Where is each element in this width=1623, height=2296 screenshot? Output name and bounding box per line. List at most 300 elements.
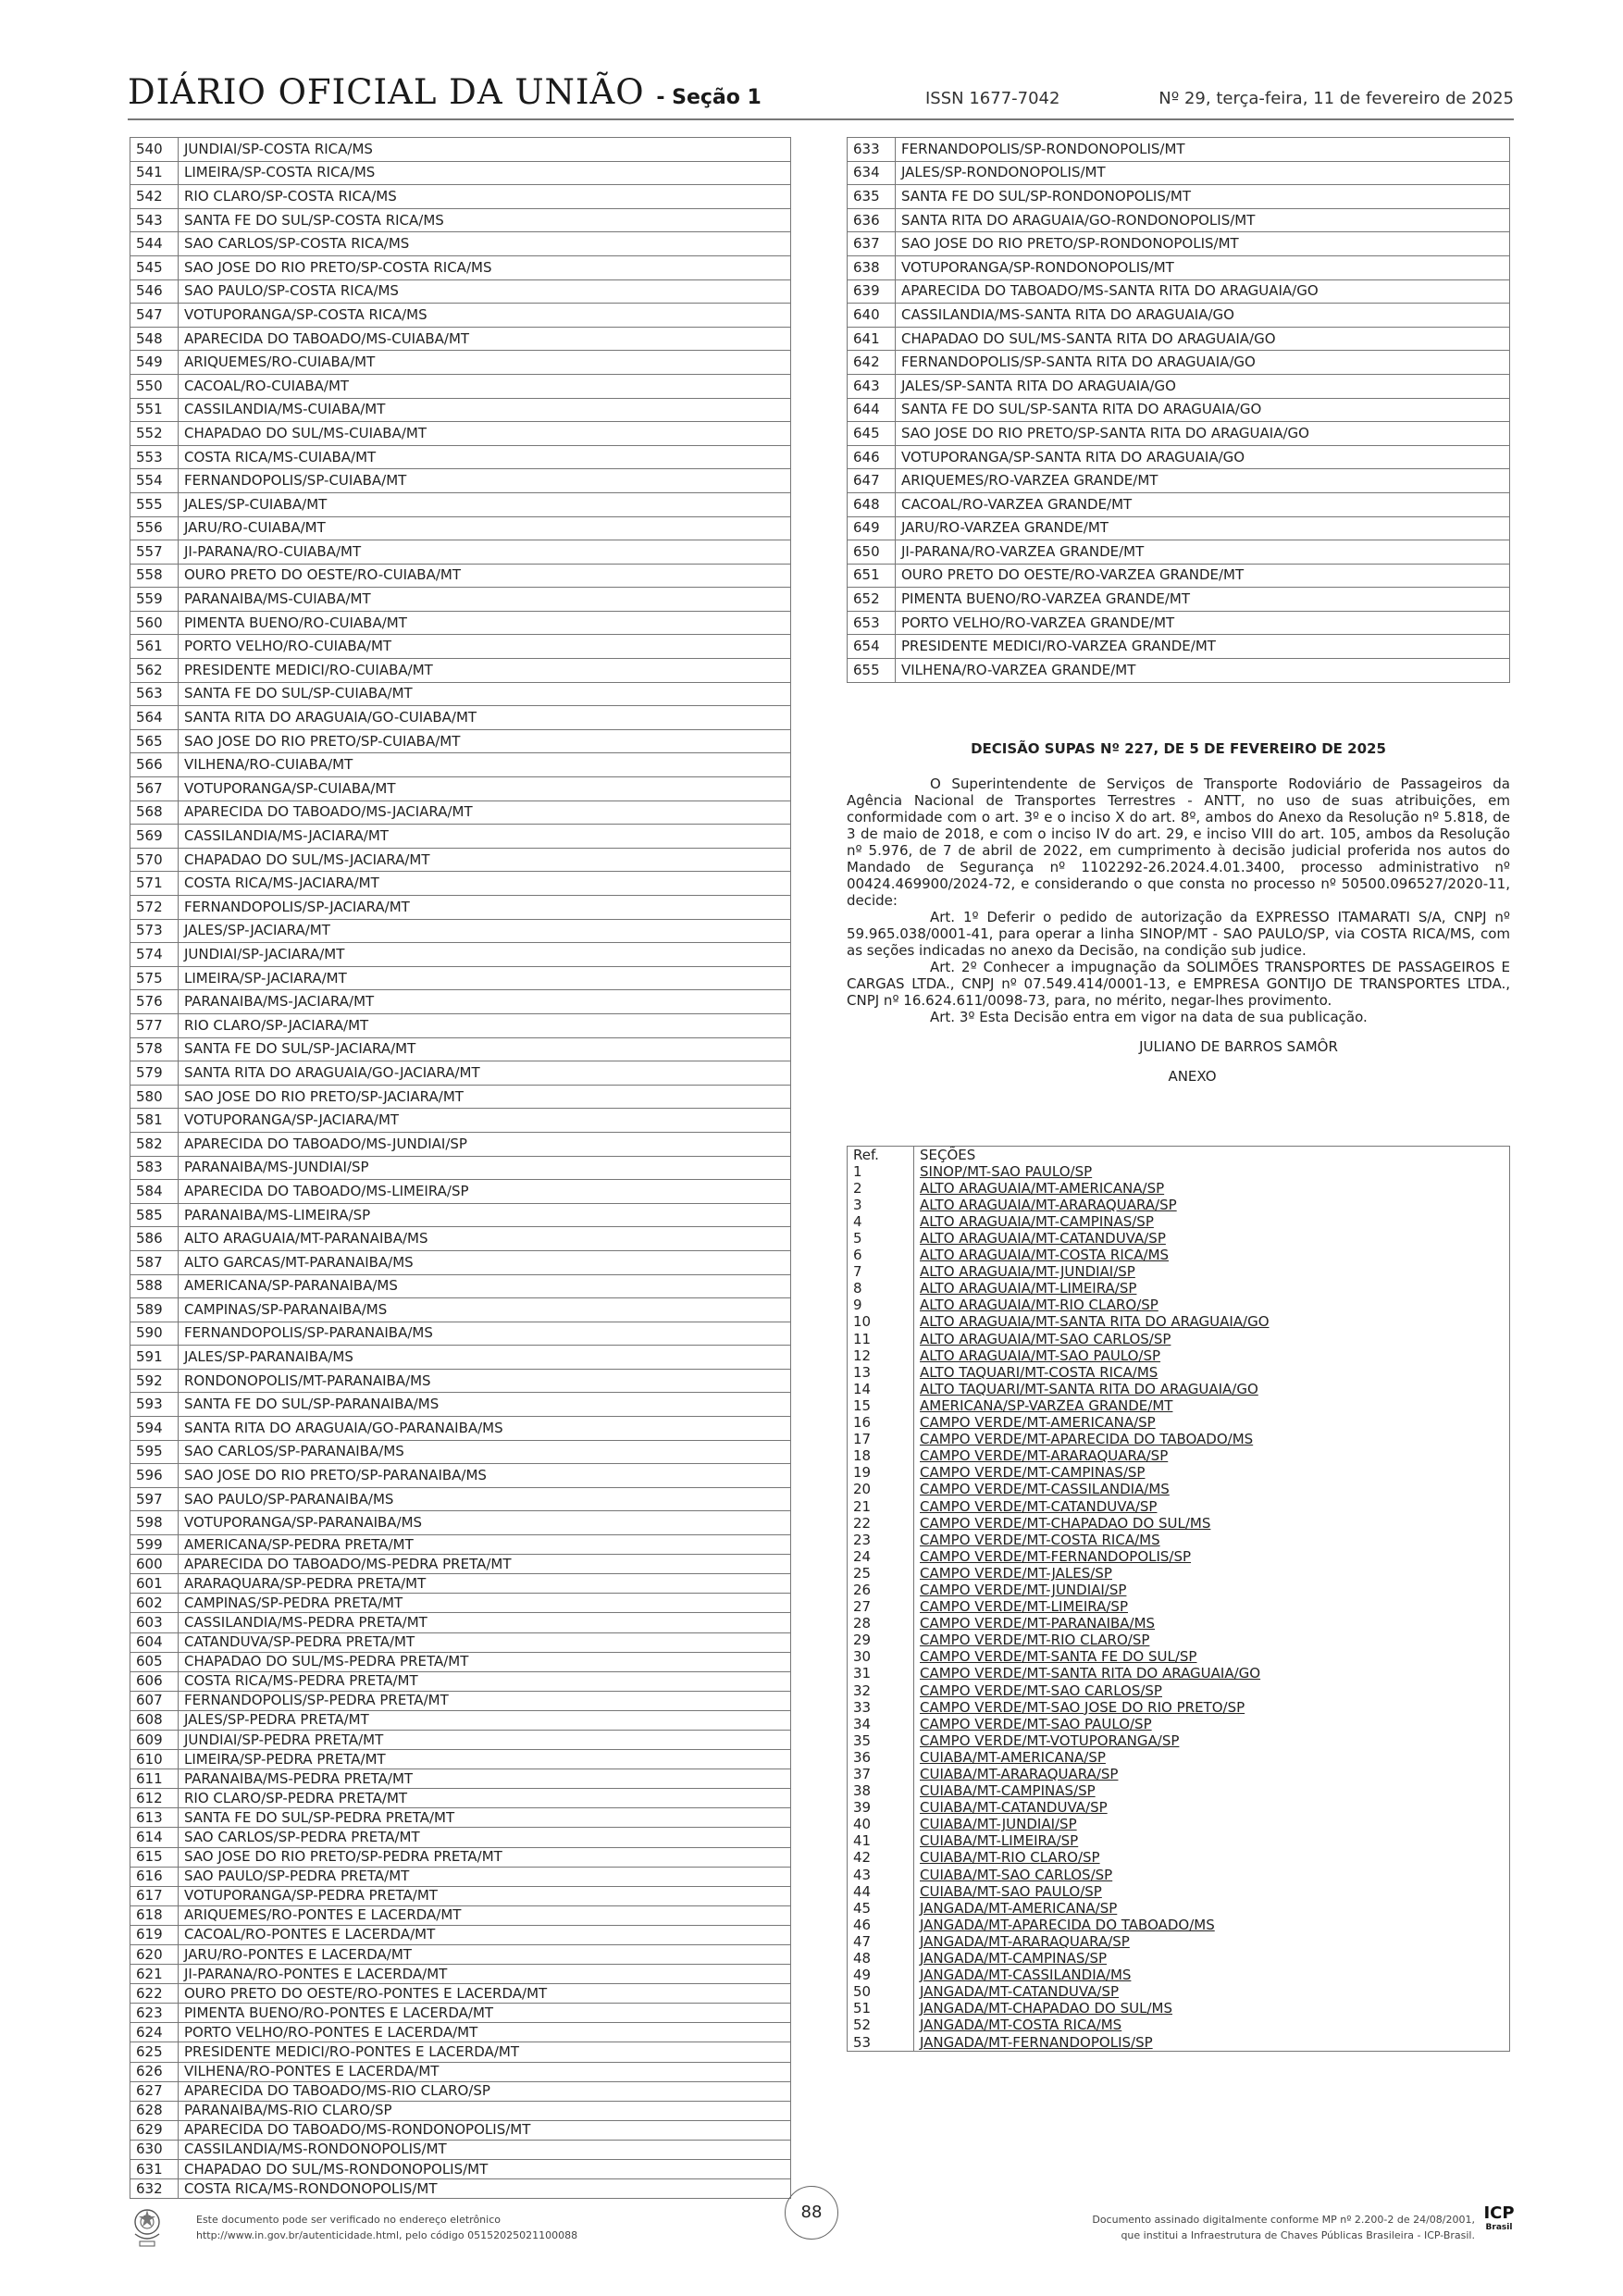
table-cell-number: 645	[848, 422, 896, 446]
table-cell-route: LIMEIRA/SP-PEDRA PRETA/MT	[179, 1750, 791, 1769]
table-cell-route: CHAPADAO DO SUL/MS-CUIABA/MT	[179, 422, 791, 446]
table-cell-number: 637	[848, 232, 896, 256]
table-cell-number: 543	[130, 208, 179, 232]
table-row	[130, 1346, 791, 1370]
table-row	[130, 516, 791, 540]
table-cell-route: FERNANDOPOLIS/SP-CUIABA/MT	[179, 469, 791, 493]
annex-table	[847, 1146, 1510, 2052]
table-cell-number: 655	[848, 659, 896, 683]
table-row	[848, 1599, 1510, 1616]
table-cell-route: AMERICANA/SP-VARZEA GRANDE/MT	[914, 1397, 1510, 1414]
table-row	[848, 1732, 1510, 1749]
table-cell-number: 11	[848, 1331, 914, 1347]
table-cell-number: 547	[130, 304, 179, 328]
table-row	[848, 492, 1510, 516]
table-cell-number: 579	[130, 1061, 179, 1086]
verification-line-2: http://www.in.gov.br/autenticidade.html, pelo código 05152025021100088	[196, 2229, 578, 2241]
table-cell-route: CAMPINAS/SP-PEDRA PRETA/MT	[179, 1594, 791, 1613]
table-cell-route: CHAPADAO DO SUL/MS-PEDRA PRETA/MT	[179, 1652, 791, 1671]
table-row	[130, 1203, 791, 1227]
table-row	[130, 398, 791, 422]
table-cell-route: CASSILANDIA/MS-PEDRA PRETA/MT	[179, 1613, 791, 1632]
table-cell-number: 644	[848, 398, 896, 422]
table-cell-route: SAO JOSE DO RIO PRETO/SP-SANTA RITA DO ARAGUAIA/GO	[896, 422, 1510, 446]
table-cell-route: JALES/SP-CUIABA/MT	[179, 492, 791, 516]
table-row	[130, 753, 791, 777]
decision-article-1: Art. 1º Deferir o pedido de autorização da EXPRESSO ITAMARATI S/A, CNPJ nº 59.965.038/0001-41, para operar a linha SINOP/MT - SAO PAULO/SP, via COSTA RICA/MS, com as seções indicadas no anexo da Decisão, na condição sub judice.	[847, 909, 1510, 959]
table-row	[848, 1532, 1510, 1548]
table-cell-number: 623	[130, 2004, 179, 2023]
table-row	[848, 1766, 1510, 1782]
table-cell-number: 572	[130, 896, 179, 920]
table-cell-route: ALTO ARAGUAIA/MT-SAO PAULO/SP	[914, 1347, 1510, 1364]
table-cell-number: 563	[130, 682, 179, 706]
table-cell-route: SANTA FE DO SUL/SP-RONDONOPOLIS/MT	[896, 185, 1510, 209]
table-row	[130, 2120, 791, 2140]
table-row	[130, 1535, 791, 1555]
table-row	[848, 1850, 1510, 1867]
table-row	[130, 1555, 791, 1574]
table-cell-number: 45	[848, 1900, 914, 1917]
table-cell-number: 556	[130, 516, 179, 540]
table-row	[130, 682, 791, 706]
table-row	[130, 540, 791, 565]
table-cell-number: 13	[848, 1364, 914, 1381]
table-row	[130, 374, 791, 398]
table-cell-number: 584	[130, 1180, 179, 1204]
table-row	[130, 1369, 791, 1393]
table-cell-route: JANGADA/MT-CATANDUVA/SP	[914, 1984, 1510, 2001]
table-cell-route: ALTO ARAGUAIA/MT-PARANAIBA/MS	[179, 1227, 791, 1251]
table-row	[848, 1817, 1510, 1833]
decision-article-2: Art. 2º Conhecer a impugnação da SOLIMÕES TRANSPORTES DE PASSAGEIROS E CARGAS LTDA., CNPJ nº 07.549.414/0001-13, e EMPRESA GONTIJO DE TRANSPORTES LTDA., CNPJ nº 16.624.611/0098-73, para, no mérito, negar-lhes provimento.	[847, 959, 1510, 1009]
table-row	[848, 635, 1510, 659]
table-cell-route: CACOAL/RO-VARZEA GRANDE/MT	[896, 492, 1510, 516]
table-cell-number: 628	[130, 2101, 179, 2120]
table-cell-number: 545	[130, 255, 179, 279]
table-cell-number: 23	[848, 1532, 914, 1548]
table-cell-route: JARU/RO-VARZEA GRANDE/MT	[896, 516, 1510, 540]
table-cell-number: 2	[848, 1180, 914, 1197]
table-cell-route: JUNDIAI/SP-PEDRA PRETA/MT	[179, 1730, 791, 1749]
table-cell-number: 627	[130, 2081, 179, 2101]
table-cell-route: VOTUPORANGA/SP-COSTA RICA/MS	[179, 304, 791, 328]
table-cell-route: AMERICANA/SP-PEDRA PRETA/MT	[179, 1535, 791, 1555]
table-cell-number: 590	[130, 1322, 179, 1346]
table-row	[848, 1247, 1510, 1264]
table-cell-number: 604	[130, 1632, 179, 1652]
table-cell-route: JI-PARANA/RO-PONTES E LACERDA/MT	[179, 1965, 791, 1984]
table-cell-route: SANTA FE DO SUL/SP-CUIABA/MT	[179, 682, 791, 706]
table-row	[848, 1364, 1510, 1381]
table-cell-route: RIO CLARO/SP-PEDRA PRETA/MT	[179, 1789, 791, 1808]
table-cell-route: CAMPO VERDE/MT-PARANAIBA/MS	[914, 1616, 1510, 1632]
table-row	[848, 1432, 1510, 1448]
table-cell-route: ARARAQUARA/SP-PEDRA PRETA/MT	[179, 1574, 791, 1594]
table-cell-route: SANTA FE DO SUL/SP-JACIARA/MT	[179, 1037, 791, 1061]
table-cell-number: 593	[130, 1393, 179, 1417]
table-row	[130, 1274, 791, 1298]
table-cell-route: CASSILANDIA/MS-SANTA RITA DO ARAGUAIA/GO	[896, 304, 1510, 328]
table-cell-route: JANGADA/MT-FERNANDOPOLIS/SP	[914, 2034, 1510, 2052]
table-cell-route: CAMPO VERDE/MT-SANTA RITA DO ARAGUAIA/GO	[914, 1666, 1510, 1682]
table-cell-route: PIMENTA BUENO/RO-VARZEA GRANDE/MT	[896, 588, 1510, 612]
table-cell-number: 53	[848, 2034, 914, 2052]
table-row	[130, 445, 791, 469]
table-row	[848, 588, 1510, 612]
table-cell-route: CUIABA/MT-CATANDUVA/SP	[914, 1800, 1510, 1817]
routes-table-left	[130, 137, 791, 2199]
table-row	[130, 1905, 791, 1925]
table-cell-number: 653	[848, 611, 896, 635]
table-cell-route: RIO CLARO/SP-COSTA RICA/MS	[179, 185, 791, 209]
table-cell-route: CUIABA/MT-CAMPINAS/SP	[914, 1783, 1510, 1800]
table-row	[848, 1917, 1510, 1933]
header-title	[128, 72, 762, 112]
verification-note	[196, 2212, 577, 2243]
table-row	[848, 255, 1510, 279]
table-cell-route: SAO JOSE DO RIO PRETO/SP-PARANAIBA/MS	[179, 1464, 791, 1488]
table-cell-number: 559	[130, 588, 179, 612]
table-row	[130, 1710, 791, 1730]
table-row	[848, 1833, 1510, 1850]
table-cell-route: VOTUPORANGA/SP-RONDONOPOLIS/MT	[896, 255, 1510, 279]
table-cell-route: SAO JOSE DO RIO PRETO/SP-PEDRA PRETA/MT	[179, 1847, 791, 1867]
table-cell-route: PRESIDENTE MEDICI/RO-VARZEA GRANDE/MT	[896, 635, 1510, 659]
table-cell-route: CAMPO VERDE/MT-APARECIDA DO TABOADO/MS	[914, 1432, 1510, 1448]
table-row	[130, 2101, 791, 2120]
table-cell-route: PARANAIBA/MS-JACIARA/MT	[179, 990, 791, 1014]
table-cell-number: 575	[130, 966, 179, 990]
table-cell-number: 34	[848, 1716, 914, 1732]
signature: JULIANO DE BARROS SAMÔR	[1139, 1038, 1338, 1055]
table-cell-number: 14	[848, 1381, 914, 1397]
table-row	[848, 185, 1510, 209]
table-cell-number: 12	[848, 1347, 914, 1364]
table-cell-route: ALTO GARCAS/MT-PARANAIBA/MS	[179, 1250, 791, 1274]
table-cell-number: 617	[130, 1886, 179, 1905]
table-cell-number: 588	[130, 1274, 179, 1298]
table-row	[848, 2017, 1510, 2034]
table-row	[130, 1847, 791, 1867]
table-row	[130, 611, 791, 635]
table-cell-number: 650	[848, 540, 896, 565]
table-row	[848, 1632, 1510, 1649]
table-cell-route: CAMPO VERDE/MT-VOTUPORANGA/SP	[914, 1732, 1510, 1749]
table-row	[848, 1297, 1510, 1314]
table-row	[130, 919, 791, 943]
table-cell-number: 633	[848, 138, 896, 162]
table-cell-route: APARECIDA DO TABOADO/MS-SANTA RITA DO ARAGUAIA/GO	[896, 279, 1510, 304]
table-row	[130, 777, 791, 801]
table-row	[130, 564, 791, 588]
table-cell-route: APARECIDA DO TABOADO/MS-CUIABA/MT	[179, 327, 791, 351]
table-row	[848, 1716, 1510, 1732]
table-cell-route: FERNANDOPOLIS/SP-PEDRA PRETA/MT	[179, 1691, 791, 1710]
table-cell-route: PRESIDENTE MEDICI/RO-PONTES E LACERDA/MT	[179, 2042, 791, 2062]
table-row	[848, 2001, 1510, 2017]
table-cell-route: CUIABA/MT-RIO CLARO/SP	[914, 1850, 1510, 1867]
table-row	[848, 1163, 1510, 1180]
table-row	[848, 304, 1510, 328]
table-row	[130, 1867, 791, 1886]
table-row	[848, 1783, 1510, 1800]
table-cell-route: VOTUPORANGA/SP-SANTA RITA DO ARAGUAIA/GO	[896, 445, 1510, 469]
table-cell-route: OURO PRETO DO OESTE/RO-PONTES E LACERDA/MT	[179, 1984, 791, 2004]
table-cell-route: CUIABA/MT-JUNDIAI/SP	[914, 1817, 1510, 1833]
table-row	[848, 161, 1510, 185]
table-cell-route: JALES/SP-PEDRA PRETA/MT	[179, 1710, 791, 1730]
section-label: - Seção 1	[656, 86, 762, 109]
table-cell-route: CAMPO VERDE/MT-FERNANDOPOLIS/SP	[914, 1548, 1510, 1565]
table-row	[848, 1616, 1510, 1632]
table-cell-number: 551	[130, 398, 179, 422]
table-cell-route: APARECIDA DO TABOADO/MS-PEDRA PRETA/MT	[179, 1555, 791, 1574]
table-cell-route: ALTO TAQUARI/MT-SANTA RITA DO ARAGUAIA/GO	[914, 1381, 1510, 1397]
table-cell-route: JALES/SP-RONDONOPOLIS/MT	[896, 161, 1510, 185]
table-row	[130, 659, 791, 683]
table-cell-route: SAO JOSE DO RIO PRETO/SP-RONDONOPOLIS/MT	[896, 232, 1510, 256]
table-row	[848, 611, 1510, 635]
table-row	[848, 1951, 1510, 1967]
table-row	[130, 469, 791, 493]
table-cell-number: 18	[848, 1448, 914, 1465]
table-row	[848, 1264, 1510, 1281]
table-row	[130, 2023, 791, 2042]
table-row	[130, 1945, 791, 1965]
table-cell-number: 42	[848, 1850, 914, 1867]
table-cell-number: 610	[130, 1750, 179, 1769]
table-cell-number: 629	[130, 2120, 179, 2140]
table-cell-route: PIMENTA BUENO/RO-PONTES E LACERDA/MT	[179, 2004, 791, 2023]
table-row	[848, 2034, 1510, 2052]
table-row	[848, 1180, 1510, 1197]
table-row	[848, 1331, 1510, 1347]
table-cell-route: COSTA RICA/MS-PEDRA PRETA/MT	[179, 1671, 791, 1691]
table-cell-route: APARECIDA DO TABOADO/MS-RIO CLARO/SP	[179, 2081, 791, 2101]
table-cell-number: 641	[848, 327, 896, 351]
table-cell-route: CAMPO VERDE/MT-JALES/SP	[914, 1565, 1510, 1582]
table-cell-number: 20	[848, 1482, 914, 1498]
table-cell-number: 550	[130, 374, 179, 398]
table-row	[848, 469, 1510, 493]
table-cell-route: CAMPO VERDE/MT-SAO JOSE DO RIO PRETO/SP	[914, 1699, 1510, 1716]
table-row	[130, 1037, 791, 1061]
table-row	[848, 1565, 1510, 1582]
table-cell-route: APARECIDA DO TABOADO/MS-LIMEIRA/SP	[179, 1180, 791, 1204]
table-cell-number: 50	[848, 1984, 914, 2001]
table-cell-route: SANTA FE DO SUL/SP-PEDRA PRETA/MT	[179, 1808, 791, 1828]
table-cell-route: CAMPO VERDE/MT-CATANDUVA/SP	[914, 1498, 1510, 1515]
table-cell-route: CAMPO VERDE/MT-LIMEIRA/SP	[914, 1599, 1510, 1616]
table-row	[848, 1582, 1510, 1598]
table-cell-number: 603	[130, 1613, 179, 1632]
table-cell-route: VOTUPORANGA/SP-CUIABA/MT	[179, 777, 791, 801]
table-row	[848, 374, 1510, 398]
table-cell-route: FERNANDOPOLIS/SP-PARANAIBA/MS	[179, 1322, 791, 1346]
table-cell-route: JUNDIAI/SP-JACIARA/MT	[179, 943, 791, 967]
table-cell-number: 583	[130, 1156, 179, 1180]
table-cell-number: 39	[848, 1800, 914, 1817]
table-cell-route: JANGADA/MT-CHAPADAO DO SUL/MS	[914, 2001, 1510, 2017]
table-cell-route: JALES/SP-JACIARA/MT	[179, 919, 791, 943]
table-cell-number: 52	[848, 2017, 914, 2034]
table-cell-number: 7	[848, 1264, 914, 1281]
table-cell-number: 10	[848, 1314, 914, 1331]
table-cell-number: 26	[848, 1582, 914, 1598]
table-row	[130, 2042, 791, 2062]
table-cell-route: SANTA RITA DO ARAGUAIA/GO-RONDONOPOLIS/MT	[896, 208, 1510, 232]
table-row	[130, 943, 791, 967]
routes-table-right	[847, 137, 1510, 683]
table-row	[130, 1250, 791, 1274]
table-cell-route: CAMPO VERDE/MT-SAO CARLOS/SP	[914, 1682, 1510, 1699]
table-cell-route: JALES/SP-SANTA RITA DO ARAGUAIA/GO	[896, 374, 1510, 398]
table-cell-number: 578	[130, 1037, 179, 1061]
table-row	[130, 1061, 791, 1086]
table-cell-number: 591	[130, 1346, 179, 1370]
table-cell-number: 567	[130, 777, 179, 801]
table-row	[130, 327, 791, 351]
signature-note-line-1: Documento assinado digitalmente conforme MP nº 2.200-2 de 24/08/2001,	[1092, 2214, 1475, 2226]
table-row	[848, 1800, 1510, 1817]
table-cell-route: CASSILANDIA/MS-CUIABA/MT	[179, 398, 791, 422]
table-cell-number: 646	[848, 445, 896, 469]
table-cell-number: 35	[848, 1732, 914, 1749]
table-cell-number: 41	[848, 1833, 914, 1850]
table-row	[848, 445, 1510, 469]
signature-note-line-2: que institui a Infraestrutura de Chaves Públicas Brasileira - ICP-Brasil.	[1121, 2229, 1475, 2241]
table-row	[130, 208, 791, 232]
table-row	[130, 1828, 791, 1847]
table-cell-number: 542	[130, 185, 179, 209]
table-cell-number: 652	[848, 588, 896, 612]
table-cell-number: 43	[848, 1867, 914, 1883]
table-row	[130, 1769, 791, 1789]
table-cell-number: 576	[130, 990, 179, 1014]
table-cell-route: SANTA FE DO SUL/SP-SANTA RITA DO ARAGUAIA/GO	[896, 398, 1510, 422]
table-cell-route: PRESIDENTE MEDICI/RO-CUIABA/MT	[179, 659, 791, 683]
table-row	[848, 1448, 1510, 1465]
table-cell-number: 564	[130, 706, 179, 730]
coat-of-arms-icon	[130, 2206, 165, 2249]
table-cell-route: VOTUPORANGA/SP-PEDRA PRETA/MT	[179, 1886, 791, 1905]
table-row	[848, 1465, 1510, 1482]
table-cell-number: 594	[130, 1417, 179, 1441]
decision-title: DECISÃO SUPAS Nº 227, DE 5 DE FEVEREIRO DE 2025	[971, 740, 1386, 757]
table-row	[130, 1227, 791, 1251]
table-row	[130, 1925, 791, 1944]
table-cell-number: 638	[848, 255, 896, 279]
table-row	[130, 492, 791, 516]
table-cell-number: 548	[130, 327, 179, 351]
table-cell-route: JARU/RO-CUIABA/MT	[179, 516, 791, 540]
table-row	[848, 1649, 1510, 1666]
table-cell-number: 589	[130, 1298, 179, 1322]
table-cell-route: JANGADA/MT-ARARAQUARA/SP	[914, 1933, 1510, 1950]
table-row	[130, 1464, 791, 1488]
table-cell-route: CAMPO VERDE/MT-COSTA RICA/MS	[914, 1532, 1510, 1548]
table-cell-number: 32	[848, 1682, 914, 1699]
table-cell-number: 624	[130, 2023, 179, 2042]
table-cell-number: 569	[130, 825, 179, 849]
table-row	[848, 516, 1510, 540]
table-row	[848, 1515, 1510, 1532]
table-row	[848, 564, 1510, 588]
table-row	[130, 1613, 791, 1632]
table-cell-number: 608	[130, 1710, 179, 1730]
table-row	[848, 398, 1510, 422]
table-cell-number: 648	[848, 492, 896, 516]
table-cell-number: 22	[848, 1515, 914, 1532]
table-row	[848, 1281, 1510, 1297]
table-cell-route: ALTO TAQUARI/MT-COSTA RICA/MS	[914, 1364, 1510, 1381]
table-cell-route: COSTA RICA/MS-CUIABA/MT	[179, 445, 791, 469]
table-row	[848, 1213, 1510, 1230]
table-cell-route: CHAPADAO DO SUL/MS-SANTA RITA DO ARAGUAIA/GO	[896, 327, 1510, 351]
table-cell-number: 561	[130, 635, 179, 659]
table-cell-number: 47	[848, 1933, 914, 1950]
table-row	[848, 1482, 1510, 1498]
table-row	[848, 1984, 1510, 2001]
table-cell-route: JALES/SP-PARANAIBA/MS	[179, 1346, 791, 1370]
table-row	[130, 2140, 791, 2159]
table-cell-number: 49	[848, 1967, 914, 1984]
table-row	[130, 966, 791, 990]
table-row	[130, 2004, 791, 2023]
table-cell-route: ALTO ARAGUAIA/MT-ARARAQUARA/SP	[914, 1197, 1510, 1213]
table-row	[848, 1397, 1510, 1414]
table-cell-route: SAO JOSE DO RIO PRETO/SP-COSTA RICA/MS	[179, 255, 791, 279]
table-cell-route: RIO CLARO/SP-JACIARA/MT	[179, 1013, 791, 1037]
table-cell-route: SAO JOSE DO RIO PRETO/SP-JACIARA/MT	[179, 1085, 791, 1109]
table-cell-number: 33	[848, 1699, 914, 1716]
table-cell-number: 642	[848, 351, 896, 375]
table-cell-route: ALTO ARAGUAIA/MT-CATANDUVA/SP	[914, 1230, 1510, 1247]
table-cell-route: FERNANDOPOLIS/SP-RONDONOPOLIS/MT	[896, 138, 1510, 162]
verification-line-1: Este documento pode ser verificado no endereço eletrônico	[196, 2214, 501, 2226]
table-cell-route: SANTA FE DO SUL/SP-COSTA RICA/MS	[179, 208, 791, 232]
table-cell-route: CAMPO VERDE/MT-JUNDIAI/SP	[914, 1582, 1510, 1598]
table-cell-number: 606	[130, 1671, 179, 1691]
table-cell-number: 614	[130, 1828, 179, 1847]
table-cell-number: 25	[848, 1565, 914, 1582]
table-cell-route: VOTUPORANGA/SP-JACIARA/MT	[179, 1109, 791, 1133]
table-cell-number: 554	[130, 469, 179, 493]
table-cell-number: Ref.	[848, 1147, 914, 1164]
table-row	[130, 2179, 791, 2199]
table-cell-number: 560	[130, 611, 179, 635]
icp-brasil-logo	[1481, 2205, 1518, 2250]
table-cell-route: PARANAIBA/MS-LIMEIRA/SP	[179, 1203, 791, 1227]
table-cell-route: SAO CARLOS/SP-PARANAIBA/MS	[179, 1440, 791, 1464]
table-cell-route: JANGADA/MT-COSTA RICA/MS	[914, 2017, 1510, 2034]
table-row	[130, 1691, 791, 1710]
table-cell-number: 553	[130, 445, 179, 469]
table-cell-route: AMERICANA/SP-PARANAIBA/MS	[179, 1274, 791, 1298]
table-cell-route: RONDONOPOLIS/MT-PARANAIBA/MS	[179, 1369, 791, 1393]
table-cell-number: 31	[848, 1666, 914, 1682]
table-cell-number: 44	[848, 1883, 914, 1900]
table-cell-number: 596	[130, 1464, 179, 1488]
table-cell-route: SAO JOSE DO RIO PRETO/SP-CUIABA/MT	[179, 729, 791, 753]
table-cell-route: ALTO ARAGUAIA/MT-AMERICANA/SP	[914, 1180, 1510, 1197]
table-row	[130, 1393, 791, 1417]
table-cell-route: CAMPO VERDE/MT-CASSILANDIA/MS	[914, 1482, 1510, 1498]
table-cell-number: 597	[130, 1487, 179, 1511]
table-cell-number: 541	[130, 161, 179, 185]
table-cell-number: 602	[130, 1594, 179, 1613]
